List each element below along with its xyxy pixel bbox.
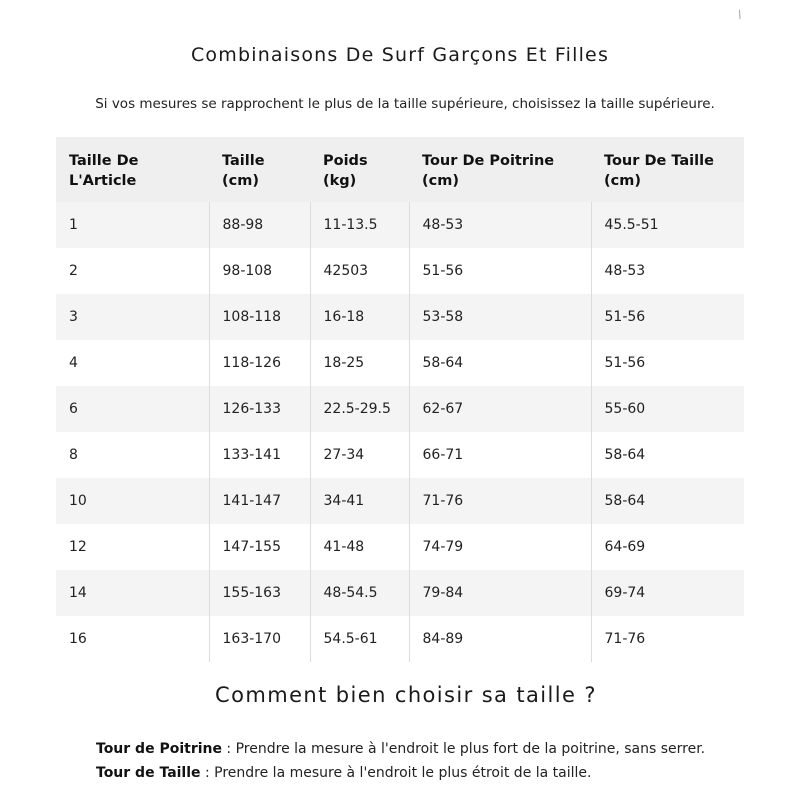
table-cell: 51-56 [591, 340, 744, 386]
table-row [56, 248, 744, 294]
waist-note-label: Tour de Taille [96, 765, 201, 781]
table-cell: 42503 [310, 248, 409, 294]
table-cell: 51-56 [409, 248, 591, 294]
table-cell: 34-41 [310, 478, 409, 524]
table-header-row [56, 137, 744, 202]
table-header-line: (cm) [222, 173, 259, 189]
table-cell: 155-163 [209, 570, 310, 616]
table-header-line: (cm) [604, 173, 641, 189]
table-cell: 53-58 [409, 294, 591, 340]
table-cell: 133-141 [209, 432, 310, 478]
table-cell: 3 [56, 294, 209, 340]
table-cell: 118-126 [209, 340, 310, 386]
table-cell: 18-25 [310, 340, 409, 386]
table-header-line: Tour De Poitrine [422, 153, 555, 169]
table-cell: 51-56 [591, 294, 744, 340]
table-header-cell [591, 137, 744, 202]
table-cell: 16 [56, 616, 209, 662]
table-cell: 45.5-51 [591, 202, 744, 248]
table-cell: 41-48 [310, 524, 409, 570]
table-row [56, 616, 744, 662]
chest-note-text: : Prendre la mesure à l'endroit le plus fort de la poitrine, sans serrer. [221, 741, 706, 757]
table-cell: 62-67 [409, 386, 591, 432]
table-header-line: L'Article [69, 173, 137, 189]
table-header-cell [310, 137, 409, 202]
table-row [56, 570, 744, 616]
table-cell: 2 [56, 248, 209, 294]
table-cell: 22.5-29.5 [310, 386, 409, 432]
chest-note [96, 737, 705, 761]
table-cell: 66-71 [409, 432, 591, 478]
table-cell: 6 [56, 386, 209, 432]
table-header-line: Taille De [69, 153, 139, 169]
table-cell: 58-64 [591, 478, 744, 524]
table-cell: 74-79 [409, 524, 591, 570]
table-header-line: (kg) [323, 173, 357, 189]
table-cell: 108-118 [209, 294, 310, 340]
table-cell: 27-34 [310, 432, 409, 478]
table-cell: 4 [56, 340, 209, 386]
page-title: Combinaisons De Surf Garçons Et Filles [190, 44, 610, 66]
section-title: Comment bien choisir sa taille ? [215, 683, 597, 707]
table-cell: 163-170 [209, 616, 310, 662]
size-table-container [56, 137, 744, 662]
table-row [56, 478, 744, 524]
table-cell: 58-64 [409, 340, 591, 386]
table-header-line: Tour De Taille [604, 153, 714, 169]
table-header-cell [409, 137, 591, 202]
table-cell: 8 [56, 432, 209, 478]
measurement-notes [96, 737, 705, 785]
table-cell: 14 [56, 570, 209, 616]
table-cell: 48-53 [409, 202, 591, 248]
table-row [56, 202, 744, 248]
table-cell: 16-18 [310, 294, 409, 340]
page-subtitle: Si vos mesures se rapprochent le plus de la taille supérieure, choisissez la taille supérieure. [95, 96, 715, 112]
table-cell: 12 [56, 524, 209, 570]
table-header-line: (cm) [422, 173, 459, 189]
table-cell: 64-69 [591, 524, 744, 570]
waist-note-text: : Prendre la mesure à l'endroit le plus étroit de la taille. [200, 765, 592, 781]
table-cell: 126-133 [209, 386, 310, 432]
table-body [56, 202, 744, 662]
table-cell: 58-64 [591, 432, 744, 478]
table-cell: 69-74 [591, 570, 744, 616]
table-cell: 147-155 [209, 524, 310, 570]
table-row [56, 294, 744, 340]
table-header-cell [56, 137, 209, 202]
corner-mark: / [735, 7, 744, 22]
table-cell: 48-54.5 [310, 570, 409, 616]
table-cell: 10 [56, 478, 209, 524]
table-row [56, 386, 744, 432]
table-header-line: Poids [323, 153, 368, 169]
table-cell: 98-108 [209, 248, 310, 294]
table-row [56, 340, 744, 386]
table-header-cell [209, 137, 310, 202]
table-row [56, 524, 744, 570]
table-cell: 54.5-61 [310, 616, 409, 662]
table-header-line: Taille [222, 153, 265, 169]
table-row [56, 432, 744, 478]
table-cell: 88-98 [209, 202, 310, 248]
size-table [56, 137, 744, 662]
table-cell: 71-76 [409, 478, 591, 524]
waist-note [96, 761, 705, 785]
table-cell: 55-60 [591, 386, 744, 432]
table-cell: 84-89 [409, 616, 591, 662]
table-cell: 1 [56, 202, 209, 248]
table-cell: 71-76 [591, 616, 744, 662]
table-cell: 79-84 [409, 570, 591, 616]
chest-note-label: Tour de Poitrine [96, 741, 222, 757]
table-cell: 11-13.5 [310, 202, 409, 248]
table-cell: 48-53 [591, 248, 744, 294]
table-cell: 141-147 [209, 478, 310, 524]
